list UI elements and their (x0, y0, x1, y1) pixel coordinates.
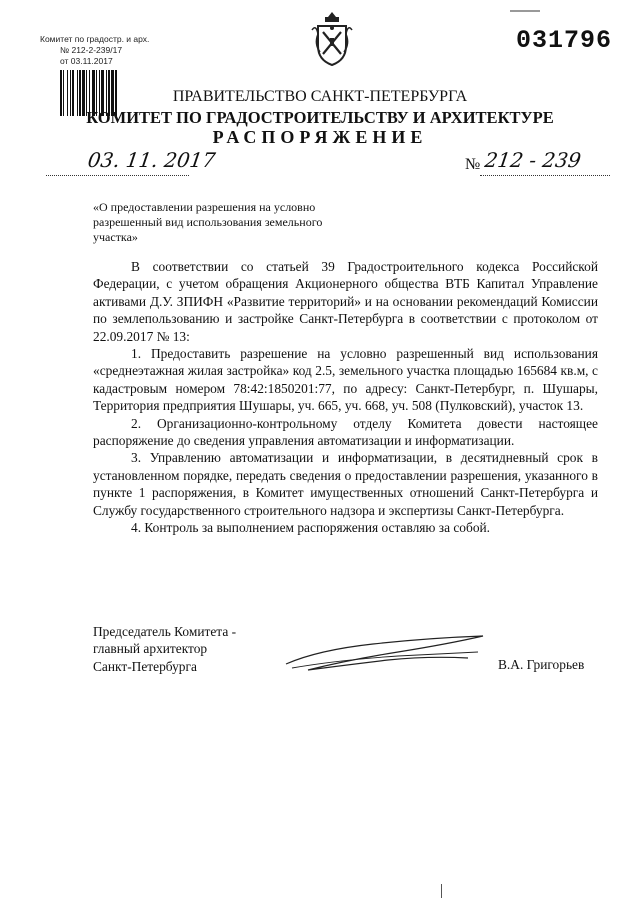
item-4-paragraph: 4. Контроль за выполнением распоряжения оставляю за собой. (131, 520, 491, 536)
handwritten-date: 03. 11. 2017 (86, 148, 217, 172)
document-body (93, 258, 598, 537)
stamp-committee: Комитет по градостр. и арх. (40, 34, 150, 44)
signatory-line-1: Председатель Комитета - (93, 624, 237, 639)
item-1-paragraph: 1. Предоставить разрешение на условно разрешенный вид использования «среднеэтажная жилая застройка» код 2.5, земельного участка площадью 165684 кв.м, с кадастровым номером 78:42:1850201:77, по адресу: Санкт-Петербург, п. Шушары, Территория предприятия Шушары, уч. 665, уч. 668, уч. 508 (Пулковский), участок 13. (93, 346, 598, 414)
item-3-paragraph: 3. Управлению автоматизации и информатизации, в десятидневный срок в установленном порядке, передать сведения о предоставлении разрешения, указанного в пункте 1 распоряжения, в Комитет имущественных отношений Санкт-Петербурга и Службу государственного строительного надзора и экспертизы Санкт-Петербурга. (93, 450, 598, 518)
signatory-title (93, 623, 236, 675)
handwritten-signature (278, 630, 493, 680)
document-type: РАСПОРЯЖЕНИЕ (212, 127, 428, 147)
date-underline (46, 175, 189, 176)
scan-mark (510, 0, 540, 4)
signatory-name: В.А. Григорьев (498, 657, 585, 672)
signatory-line-2: главный архитектор (93, 641, 208, 657)
signatory-line-3: Санкт-Петербурга (93, 658, 197, 674)
government-title: ПРАВИТЕЛЬСТВО САНКТ-ПЕТЕРБУРГА (172, 88, 468, 105)
stamp-date: от 03.11.2017 (60, 56, 113, 66)
coat-of-arms-icon (310, 10, 354, 68)
registration-number: 031796 (516, 26, 613, 55)
page-mark (441, 884, 442, 898)
number-underline (480, 175, 610, 176)
handwritten-number: 212 - 239 (483, 148, 583, 172)
number-label: № (465, 156, 481, 173)
stamp-number: № 212-2-239/17 (60, 45, 123, 55)
committee-title: КОМИТЕТ ПО ГРАДОСТРОИТЕЛЬСТВУ И АРХИТЕКТУРЕ (86, 108, 554, 127)
item-2-paragraph: 2. Организационно-контрольному отделу Комитета довести настоящее распоряжение до сведения управления автоматизации и информатизации. (93, 415, 598, 449)
document-subject: «О предоставлении разрешения на условно разрешенный вид использования земельного участка» (93, 200, 323, 244)
registration-stamp (40, 34, 149, 67)
preamble-paragraph: В соответствии со статьей 39 Градостроительного кодекса Российской Федерации, с учетом обращения Акционерного общества ВТБ Капитал Управление активами Д.У. ЗПИФН «Развитие территорий» и на основании рекомендаций Комиссии по землепользованию и застройке Санкт-Петербурга в соответствии с протоколом от 22.09.2017 № 13: (93, 259, 598, 344)
